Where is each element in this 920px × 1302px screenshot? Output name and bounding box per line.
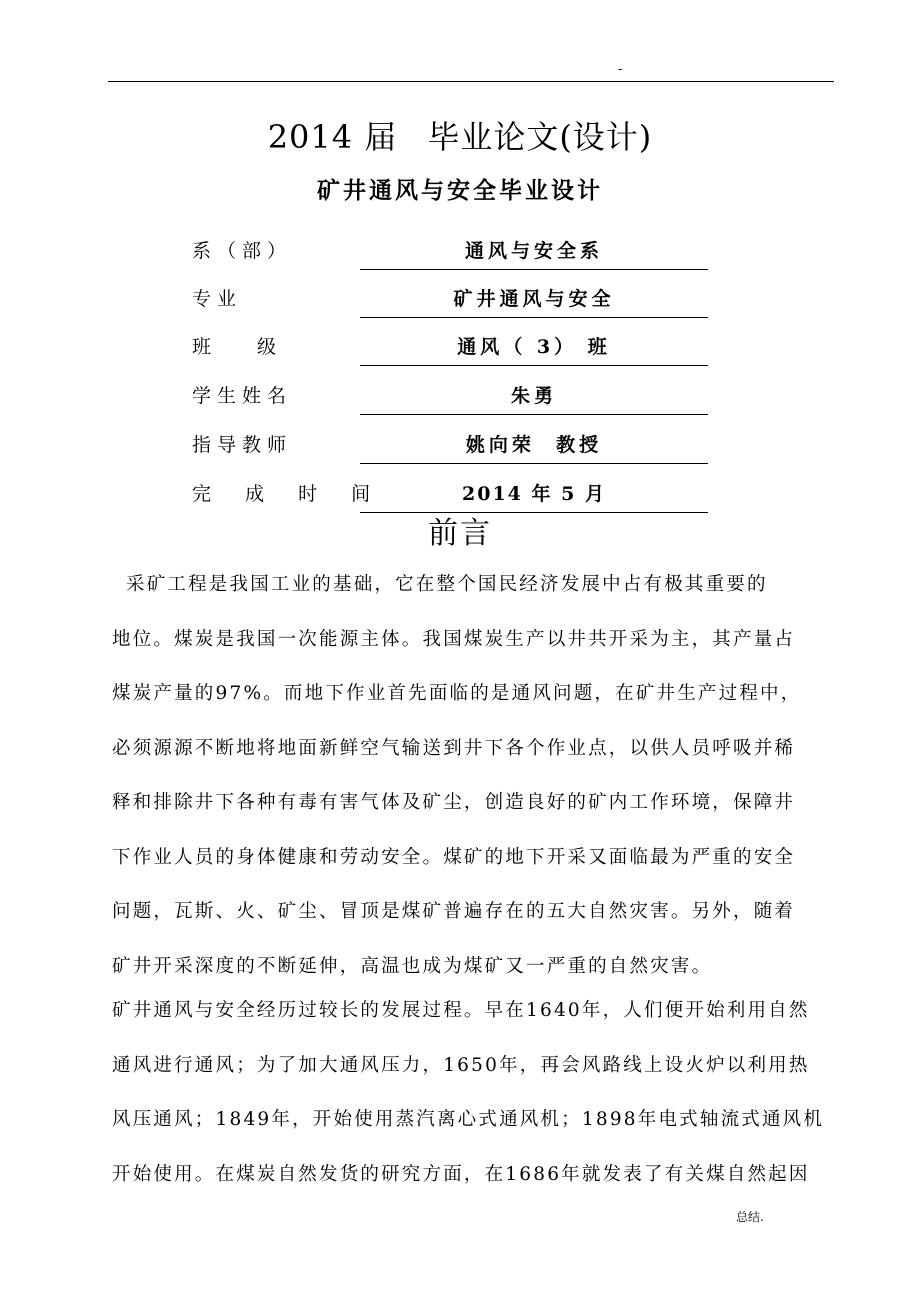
text-line: 问题，瓦斯、火、矿尘、冒顶是煤矿普遍存在的五大自然灾害。另外，随着 — [112, 901, 796, 922]
value-major: 矿井通风与安全 — [360, 284, 708, 318]
text-line: 地位。煤炭是我国一次能源主体。我国煤炭生产以井共开采为主，其产量占 — [112, 628, 796, 650]
footer-note: 总结. — [736, 1210, 764, 1224]
value-department: 通风与安全系 — [360, 236, 708, 270]
text-line: 开始使用。在煤炭自然发货的研究方面，在1686年就发表了有关煤自然起因 — [112, 1163, 810, 1185]
value-completion-time: 2014 年 5 月 — [360, 479, 708, 513]
header-rule — [108, 81, 834, 82]
header-mark: - — [618, 62, 623, 77]
text-line: 下作业人员的身体健康和劳动安全。煤矿的地下开采又面临最为严重的安全 — [112, 846, 796, 868]
text-line: 矿井开采深度的不断延伸，高温也成为煤矿又一严重的自然灾害。 — [112, 955, 713, 977]
text-line: 采矿工程是我国工业的基础，它在整个国民经济发展中占有极其重要的 — [126, 574, 768, 595]
label-student-name: 学生姓名 — [192, 385, 293, 407]
preface-paragraph-2 — [112, 984, 830, 1202]
text-line: 释和排除井下各种有毒有害气体及矿尘，创造良好的矿内工作环境，保障井 — [112, 792, 796, 813]
page-title — [0, 112, 920, 158]
text-line: 煤炭产量的97%。而地下作业首先面临的是通风问题，在矿井生产过程中， — [112, 683, 802, 704]
text-line: 必须源源不断地将地面新鲜空气输送到井下各个作业点，以供人员呼吸并稀 — [112, 737, 796, 759]
thesis-subtitle: 矿井通风与安全毕业设计 — [317, 177, 603, 204]
value-advisor: 姚向荣 教授 — [360, 430, 708, 464]
text-line: 通风进行通风；为了加大通风压力，1650年，再会风路线上设火炉以利用热 — [112, 1054, 810, 1076]
label-major: 专业 — [192, 288, 243, 310]
preface-paragraph-1 — [112, 558, 830, 994]
label-class: 班 级 — [192, 336, 297, 358]
value-student-name: 朱勇 — [360, 381, 708, 415]
preface-title: 前言 — [428, 516, 492, 551]
text-line: 风压通风；1849年，开始使用蒸汽离心式通风机；1898年电式轴流式通风机 — [112, 1109, 825, 1130]
label-completion-time: 完 成 时 间 — [192, 483, 385, 505]
title-main: 毕业论文(设计) — [427, 118, 653, 156]
label-advisor: 指导教师 — [192, 434, 293, 456]
title-year: 2014 届 — [267, 118, 398, 156]
text-line: 矿井通风与安全经历过较长的发展过程。早在1640年，人们便开始利用自然 — [112, 1000, 810, 1021]
value-class: 通风（ 3） 班 — [360, 332, 708, 366]
label-department: 系（部） — [192, 240, 293, 262]
